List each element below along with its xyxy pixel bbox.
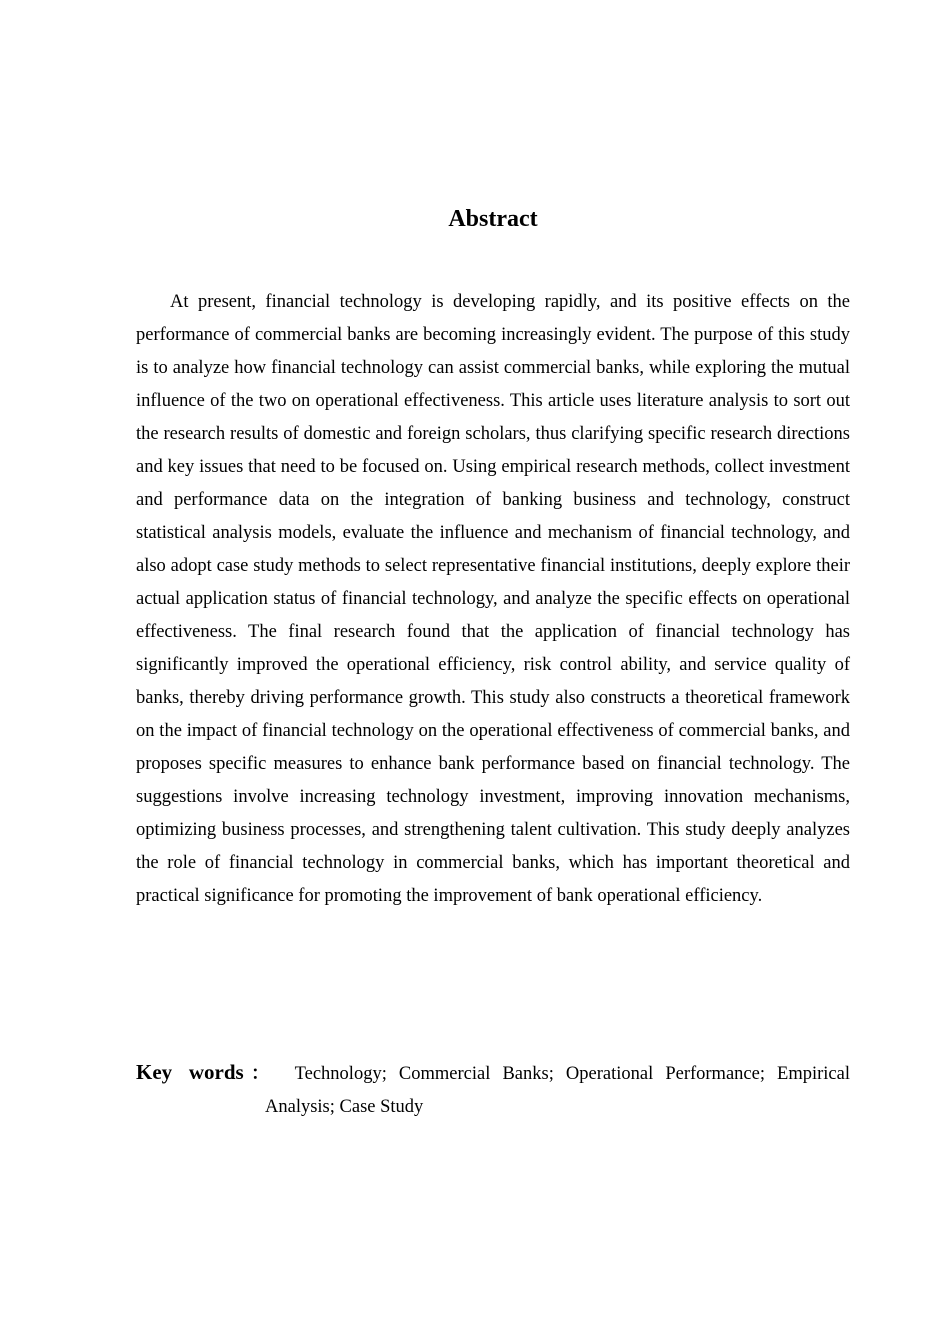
keywords-line	[136, 1056, 850, 1124]
abstract-title: Abstract	[448, 206, 538, 232]
keywords-colon: ：	[243, 1063, 277, 1083]
keywords-label: Key words	[136, 1060, 244, 1084]
keywords-text: Technology; Commercial Banks; Operational Performance; Empirical Analysis; Case Study	[265, 1064, 850, 1117]
abstract-body: At present, financial technology is developing rapidly, and its positive effects on the performance of commercial banks are becoming increasingly evident. The purpose of this study is to analyze how financial technology can assist commercial banks, while exploring the mutual influence of the two on operational effectiveness. This article uses literature analysis to sort out the research results of domestic and foreign scholars, thus clarifying specific research directions and key issues that need to be focused on. Using empirical research methods, collect investment and performance data on the integration of banking business and technology, construct statistical analysis models, evaluate the influence and mechanism of financial technology, and also adopt case study methods to select representative financial institutions, deeply explore their actual application status of financial technology, and analyze the specific effects on operational effectiveness. The final research found that the application of financial technology has significantly improved the operational efficiency, risk control ability, and service quality of banks, thereby driving performance growth. This study also constructs a theoretical framework on the impact of financial technology on the operational effectiveness of commercial banks, and proposes specific measures to enhance bank performance based on financial technology. The suggestions involve increasing technology investment, improving innovation mechanisms, optimizing business processes, and strengthening talent cultivation. This study deeply analyzes the role of financial technology in commercial banks, which has important theoretical and practical significance for promoting the improvement of bank operational efficiency.	[136, 292, 850, 906]
